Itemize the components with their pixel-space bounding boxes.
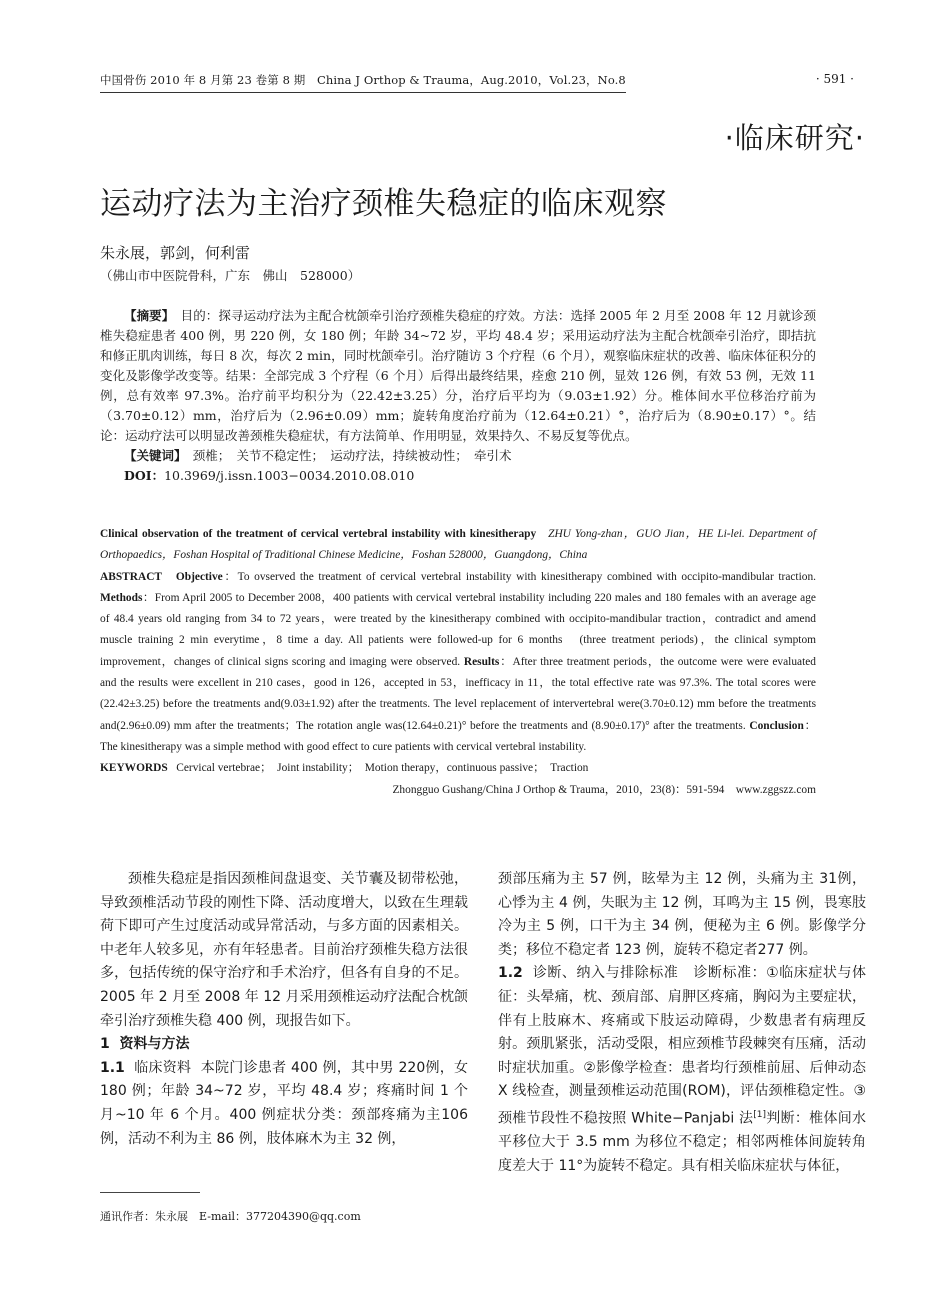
methods-text: ：From April 2005 to December 2008，400 patients with cervical vertebral instability including 220 males and 180 females with an average age of 48.4 years old ranging from 34 to 72 years，were treated by the kinesitherapy combined with occipito-mandibular traction，contradict and amend muscle training 2 min everytime，8 time a day. All patients were followed-up for 6 months (three treatment periods)，the clinical symptom improvement，changes of clinical signs scoring and imaging were observed. (100, 591, 816, 668)
abstract-cn (100, 306, 816, 486)
doi-value[interactable]: 10.3969/j.issn.1003−0034.2010.08.010 (164, 468, 415, 483)
keywords-cn-label: 【关键词】 (124, 448, 181, 463)
results-text: ：After three treatment periods，the outcome were were evaluated and the results were excellent in 210 cases，good in 126，accepted in 53，inefficacy in 11，the total effective rate was 97.3%. The total scores were (22.42±3.25) before the treatments and(9.03±1.92) after the treatments. The level replacement of intervertebral were(3.70±0.12) mm before the treatments and(2.96±0.09) mm after the treatments；The rotation angle was(12.64±0.21)° before the treatments and (8.90±0.17)° after the treatments. (100, 655, 828, 732)
running-header: 中国骨伤 2010 年 8 月第 23 卷第 8 期 China J Orthop & Trauma，Aug.2010，Vol.23，No.8 (100, 72, 626, 93)
section-1-2-paragraph (498, 962, 866, 1178)
article-title-cn: 运动疗法为主治疗颈椎失稳症的临床观察 (100, 186, 667, 222)
section-1-heading (100, 1033, 468, 1057)
section-1-1-number: 1.1 (100, 1059, 125, 1076)
doi-label: DOI： (124, 468, 165, 483)
abstract-en-heading (100, 524, 816, 567)
objective-label: Objective (175, 570, 223, 583)
section-1-title: 资料与方法 (119, 1036, 190, 1053)
section-1-1-paragraph (100, 1057, 468, 1151)
abstract-en-label: ABSTRACT (100, 570, 163, 583)
section-1-number: 1 (100, 1036, 110, 1053)
conclusion-label: Conclusion (749, 719, 804, 732)
page-number: · 591 · (815, 72, 854, 86)
section-tag: ·临床研究· (724, 121, 865, 155)
keywords-en-label: KEYWORDS (100, 762, 168, 775)
corresponding-author-footnote: 通讯作者：朱永展 E-mail：377204390@qq.com (100, 1210, 361, 1223)
authors-cn: 朱永展，郭剑，何利雷 (100, 244, 251, 262)
reference-marker[interactable]: [1] (753, 1109, 767, 1120)
affiliation-cn: （佛山市中医院骨科，广东 佛山 528000） (100, 268, 361, 283)
abstract-cn-body (100, 306, 816, 446)
section-1-2-text-a: 诊断标准：①临床症状与体征：头晕痛，枕、颈肩部、肩胛区疼痛，胸闷为主要症状，伴有上肢麻木、疼痛或下肢运动障碍，少数患者有病理反射。颈肌紧张，活动受限，相应颈椎节段棘突有压痛，活动时症状加重。②影像学检查：患者均行颈椎前屈、后伸动态 X 线检查，测量颈椎运动范围(ROM)，评估颈椎稳定性。③颈椎节段性不稳按照 White−Panjabi 法 (498, 965, 867, 1127)
footnote-divider (100, 1192, 200, 1193)
english-affiliation-tail: 528000，Guangdong，China (448, 549, 588, 562)
body-left-column (100, 868, 468, 1151)
section-1-2-text-b: 判断：椎体间水平移位大于 3.5 mm 为移位不稳定；相邻两椎体间旋转角度差大于 11°为旋转不稳定。具有相关临床症状与体征， (498, 1110, 867, 1174)
keywords-cn (100, 446, 816, 466)
methods-label: Methods (100, 591, 143, 604)
section-1-2-number: 1.2 (498, 965, 523, 982)
section-1-1-title: 临床资料 (134, 1059, 192, 1076)
doi-line (100, 466, 816, 486)
english-title: Clinical observation of the treatment of cervical vertebral instability with kinesitherapy (100, 528, 537, 540)
symptom-continuation: 颈部压痛为主 57 例，眩晕为主 12 例，头痛为主 31例，心悸为主 4 例，失眠为主 12 例，耳鸣为主 15 例，畏寒肢冷为主 5 例，口干为主 34 例，便秘为主 6 例。影像学分类；移位不稳定者 123 例，旋转不稳定者277 例。 (498, 871, 866, 958)
keywords-en-text: Cervical vertebrae； Joint instability； Motion therapy，continuous passive； Traction (176, 762, 589, 775)
keywords-cn-text: 颈椎； 关节不稳定性； 运动疗法，持续被动性； 牵引术 (180, 448, 512, 463)
english-affiliation: Department of Orthopaedics，Foshan Hospital of Traditional Chinese Medicine，Foshan (100, 528, 817, 562)
citation-line: Zhongguo Gushang/China J Orthop & Trauma，2010，23(8)：591-594 www.zggszz.com (392, 783, 816, 796)
objective-text: ：To ovserved the treatment of cervical vertebral instability with kinesitherapy combined with occipito-mandibular traction. (222, 570, 817, 583)
english-authors: ZHU Yong-zhan，GUO Jian，HE Li-lei. (548, 528, 745, 540)
intro-paragraph: 颈椎失稳症是指因颈椎间盘退变、关节囊及韧带松弛，导致颈椎活动节段的刚性下降、活动度增大，以致在生理载荷下即可产生过度活动或异常活动，与多方面的因素相关。中老年人较多见，亦有年轻患者。目前治疗颈椎失稳方法很多，包括传统的保守治疗和手术治疗，但各有自身的不足。2005 年 2 月至 2008 年 12 月采用颈椎运动疗法配合枕颌牵引治疗颈椎失稳 400 例，现报告如下。 (100, 871, 468, 1029)
abstract-en (100, 524, 828, 801)
abstract-cn-text: 目的：探寻运动疗法为主配合枕颌牵引治疗颈椎失稳症的疗效。方法：选择 2005 年 2 月至 2008 年 12 月就诊颈椎失稳症患者 400 例，男 220 例，女 180 例；年龄 34~72 岁，平均 48.4 岁；采用运动疗法为主配合枕颌牵引治疗，即拮抗和修正肌肉训练，每日 8 次，每次 2 min，同时枕颌牵引。治疗随访 3 个疗程（6 个月），观察临床症状的改善、临床体征积分的变化及影像学改变等。结果：全部完成 3 个疗程（6 个月）后得出最终结果，痊愈 210 例，显效 126 例，有效 53 例，无效 11 例，总有效率 97.3%。治疗前平均积分为（22.42±3.25）分，治疗后平均为（9.03±1.92）分。椎体间水平位移治疗前为（3.70±0.12）mm，治疗后为（2.96±0.09）mm；旋转角度治疗前为（12.64±0.21）°，治疗后为（8.90±0.17）°。结论：运动疗法可以明显改善颈椎失稳症状，有方法简单、作用明显，效果持久、不易反复等优点。 (100, 308, 816, 443)
keywords-en (100, 758, 816, 779)
abstract-cn-label: 【摘要】 (124, 308, 169, 323)
body-right-column (498, 868, 866, 1178)
conclusion-text: ：The kinesitherapy was a simple method with good effect to cure patients with cervical vertebral instability. (100, 719, 816, 753)
section-1-1-text: 本院门诊患者 400 例，其中男 220例，女 180 例；年龄 34~72 岁，平均 48.4 岁；疼痛时间 1 个月~10 年 6 个月。400 例症状分类：颈部疼痛为主106 例，活动不利为主 86 例，肢体麻木为主 32 例， (100, 1059, 469, 1147)
results-label: Results (463, 655, 500, 668)
section-1-2-title: 诊断、纳入与排除标准 (532, 965, 679, 982)
abstract-en-body (100, 567, 828, 759)
